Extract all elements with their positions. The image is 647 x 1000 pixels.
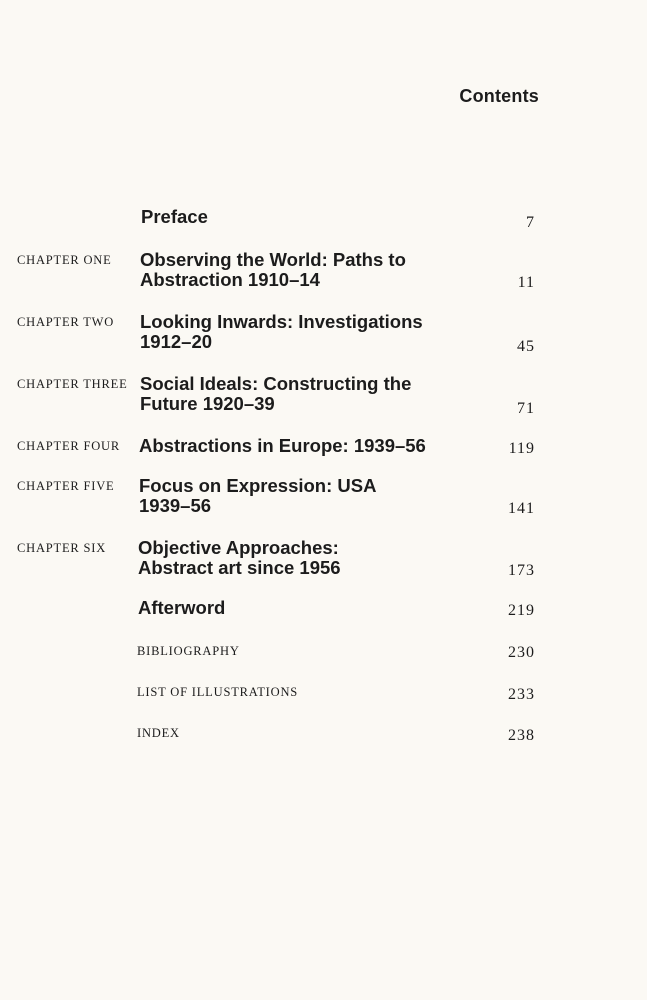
toc-entry-title: Afterword — [138, 597, 226, 618]
toc-page-number: 45 — [517, 338, 535, 355]
toc-page-number: 238 — [508, 727, 535, 744]
chapter-label: CHAPTER FOUR — [17, 439, 121, 453]
toc-page-number: 230 — [508, 644, 535, 661]
toc-entry-title: LIST OF ILLUSTRATIONS — [137, 685, 299, 699]
toc-entry-title: Looking Inwards: Investigations 1912–20 — [140, 311, 423, 352]
chapter-label: CHAPTER SIX — [17, 541, 107, 555]
toc-page-number: 11 — [517, 274, 535, 291]
toc-page-number: 173 — [508, 562, 535, 579]
chapter-label: CHAPTER FIVE — [17, 479, 115, 493]
toc-page-number: 119 — [508, 440, 535, 457]
chapter-label: CHAPTER THREE — [17, 377, 128, 391]
toc-entry-title: Objective Approaches: Abstract art since 1956 — [138, 537, 341, 578]
chapter-label: CHAPTER TWO — [17, 315, 115, 329]
toc-entry-title: Preface — [141, 206, 208, 227]
toc-page-number: 219 — [508, 602, 535, 619]
page-title: Contents — [459, 86, 539, 106]
toc-page-number: 71 — [517, 400, 535, 417]
toc-entry-title: INDEX — [137, 726, 180, 740]
toc-entry-title: Social Ideals: Constructing the Future 1920–39 — [140, 373, 412, 414]
toc-page-number: 141 — [508, 500, 535, 517]
toc-entry-title: BIBLIOGRAPHY — [137, 644, 240, 658]
toc-page-number: 233 — [508, 686, 535, 703]
toc-entry-title: Observing the World: Paths to Abstraction 1910–14 — [140, 249, 406, 290]
toc-page-number: 7 — [526, 214, 535, 231]
chapter-label: CHAPTER ONE — [17, 253, 112, 267]
toc-entry-title: Abstractions in Europe: 1939–56 — [139, 435, 426, 456]
toc-entry-title: Focus on Expression: USA 1939–56 — [139, 475, 376, 516]
